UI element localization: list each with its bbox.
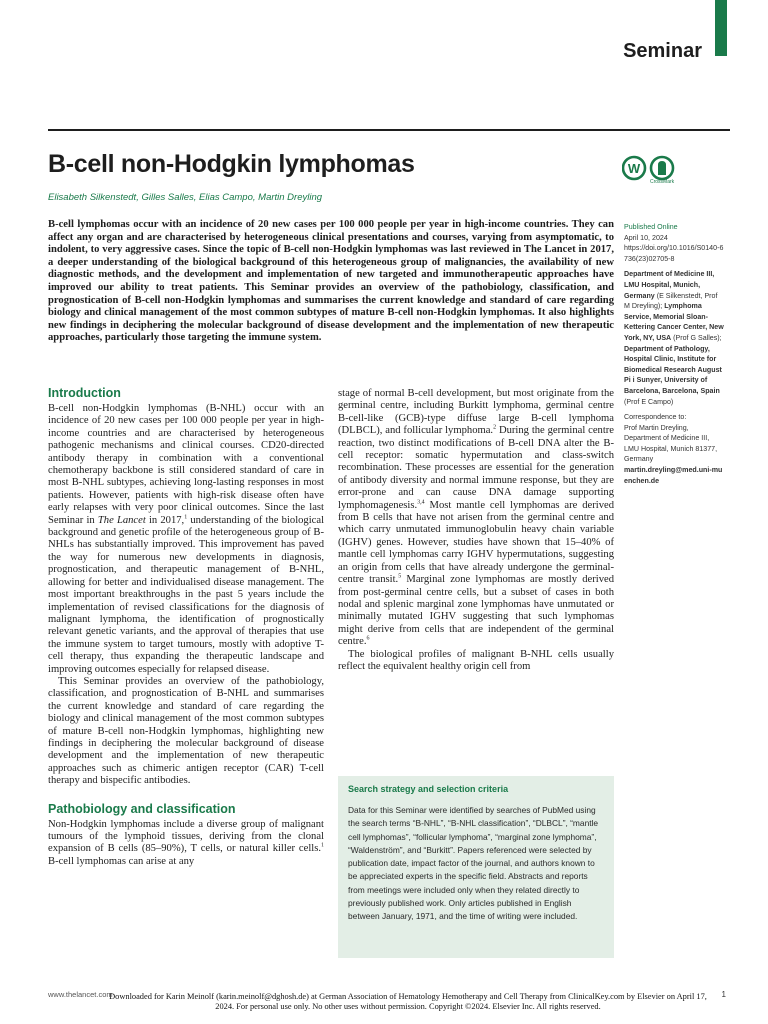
open-access-icon[interactable] [622,155,682,195]
reference-marker[interactable]: 2 [493,424,497,431]
reference-marker[interactable]: 1 [184,514,188,521]
publication-date: April 10, 2024 [624,233,668,242]
abstract: B-cell lymphomas occur with an incidence of 20 new cases per 100 000 people per year in high-income countries. They can affect any organ and are characterised by heterogeneous clinical presentations and courses, varying from asymptomatic, to indolent, to very aggressive cases. Since the topic of B-cell non-Hodgkin lymphomas was last reviewed in The Lancet in 2017, a deeper understanding of the biological background of this heterogeneous group of malignancies, the availability of new diagnostic methods, and the development and implementation of new targeted and immunotherapeutic approaches have improved our ability to treat patients. This Seminar provides an overview of the pathobiology, classification, and prognostication of B-cell non-Hodgkin lymphomas and summarises the current knowledge and standard of care regarding biology and clinical management of the most common subtypes of mature B-cell non-Hodgkin lymphomas. It also highlights new findings in deciphering the molecular background of disease development and the implementation of new therapeutic approaches, particularly those targeting the immune system. [48,219,614,344]
section-color-tab [715,0,727,56]
reference-marker[interactable]: 1 [321,842,324,849]
body-paragraph: The biological profiles of malignant B-NHL cells usually reflect the equivalent healthy origin cell from [338,648,614,672]
correspondence-email[interactable]: martin.dreyling@med.uni-muenchen.de [624,466,723,485]
svg-text:W: W [627,161,641,176]
body-column-2 [338,388,614,673]
reference-marker[interactable]: 6 [366,635,370,642]
author-list: Elisabeth Silkenstedt, Gilles Salles, Elias Campo, Martin Dreyling [48,192,323,203]
reference-marker[interactable]: 3,4 [417,499,425,506]
page-number: 1 [721,990,726,999]
search-strategy-panel [338,776,614,958]
page-footer [48,988,730,1024]
header-rule [48,129,730,131]
article-icons [622,155,682,195]
search-strategy-title: Search strategy and selection criteria [348,784,509,794]
crossmark-label: CrossMark [650,179,675,185]
correspondence-label: Correspondence to: [624,413,687,422]
correspondence-address: Prof Martin Dreyling, Department of Medicine III, LMU Hospital, Munich 81377, Germany [624,423,718,464]
journal-website[interactable]: www.thelancet.com [48,990,113,999]
download-notice: Downloaded for Karin Meinolf (karin.meinolf@dghosh.de) at German Association of Hematology Hemotherapy and Cell Therapy from ClinicalKey.com by Elsevier on April 17, 2024. For personal use only. No other uses without permission. Copyright ©2024. Elsevier Inc. All rights reserved. [109,992,707,1011]
search-strategy-text: Data for this Seminar were identified by searches of PubMed using the search terms “B-NHL”, “B-NHL classification”, “DLBCL”, “mantle cell lymphomas”, “follicular lymphoma”, “marginal zone lymphoma”, “Waldenström”, and “Burkitt”. Papers referenced were selected by publication date, impact factor of the journal, and authors known to be appreciated experts in the specific field. Abstracts and reports from meetings were included only when they related directly to previously published work. Only articles published in English between January, 1971, and the time of writing were included. [348,805,599,922]
journal-section-label: Seminar [623,40,702,62]
section-heading-pathobiology: Pathobiology and classification [48,801,236,816]
article-sidebar [624,222,724,486]
reference-marker[interactable]: 5 [398,573,402,580]
doi-link[interactable]: https://doi.org/10.1016/S0140-6736(23)02705-8 [624,244,724,263]
published-online-label: Published Online [624,223,678,231]
body-column-1 [48,386,324,868]
article-title: B-cell non-Hodgkin lymphomas [48,150,415,178]
body-paragraph: This Seminar provides an overview of the pathobiology, classification, and prognostication of B-NHL and summarises the current knowledge and standard of care regarding the biology and clinical management of the most common subtypes of mature B-cell non-Hodgkin lymphomas, highlighting new findings in deciphering the molecular background of disease development and the implementation of new therapeutic approaches such as chimeric antigen receptor (CAR) T-cell therapy and bispecific antibodies. [48,675,324,787]
section-heading-introduction: Introduction [48,386,121,400]
affiliations: Department of Medicine III, LMU Hospital, Munich, Germany (E Silkenstedt, Prof M Dreyling); Lymphoma Service, Memorial Sloan-Kettering Cancer Center, New York, NY, USA (Prof G Salles); Department of Pathology, Hospital Clinic, Institute for Biomedical Research August Pi i Sunyer, University of Barcelona, Barcelona, Spain (Prof E Campo) [624,270,724,406]
body-paragraph: stage of normal B-cell development, but most originate from the germinal centre, including Burkitt lymphoma, germinal centre B-cell-like (GCB)-type diffuse large B-cell lymphoma (DLBCL), and follicular lymphoma.$^2$ During the germinal centre reaction, two distinct modifications of B-cell DNA alter the B-cell receptor: somatic hypermutation and class-switch recombination. These processes are essential for the generation of antibody diversity and normal immune response, but they are error-prone and can cause DNA damage supporting lymphomagenesis.$^{3,4}$ Most mantle cell lymphomas are derived from B cells that have not arisen from the germinal centre and which carry unmutated immunoglobulin heavy chain variable (IGHV) genes. However, studies have shown that 15–40% of mantle cell lymphomas carry IGHV hypermutations, suggesting an origin from cells that have already undergone the germinal-centre transit.$^5$ Marginal zone lymphomas are mostly derived from post-germinal centre cells, but a subset of cases in both nodal and splenic marginal zone lymphomas have unmutated or minimally mutated IGHV suggesting that such lymphomas might derive from cells that are independent of the germinal centre.$^6$ [338,388,614,648]
body-paragraph: B-cell non-Hodgkin lymphomas (B-NHL) occur with an incidence of 20 new cases per 100 000 people per year in high-income countries and are characterised by heterogeneous pathogenic mechanisms and clinical courses. CD20-directed antibody therapy in combination with a conventional chemotherapy backbone is still considered standard of care in most B-NHL subtypes, achieving long-lasting responses in most patients. However, patients with high-risk disease often have early relapses with very poor clinical outcomes. Since the last Seminar in The Lancet in 2017,$^1$ understanding of the biological background and genetic profile of the heterogeneous group of B-NHLs has substantially improved. This improvement has paved the way for numerous new developments in diagnosis, prognostication, and therapeutic management of B-NHL, allowing for better and individualised disease management. The most important breakthroughs in the past 5 years include the implementation of revised classifications for the diagnosis of malignant lymphoma, the identification of prognostically relevant genetic variants, and the approval of therapies that use the immune system to target tumours, mostly with adoptive T-cell therapy, thus expanding the therapeutic landscape and improving outcomes especially for relapsed disease. [48,403,325,675]
body-paragraph: Non-Hodgkin lymphomas include a diverse group of malignant tumours of the lymphoid tissues, deriving from the clonal expansion of B cells (85–90%), T cells, or natural killer cells.$^1$ B-cell lymphomas can arise at any [48,818,324,867]
